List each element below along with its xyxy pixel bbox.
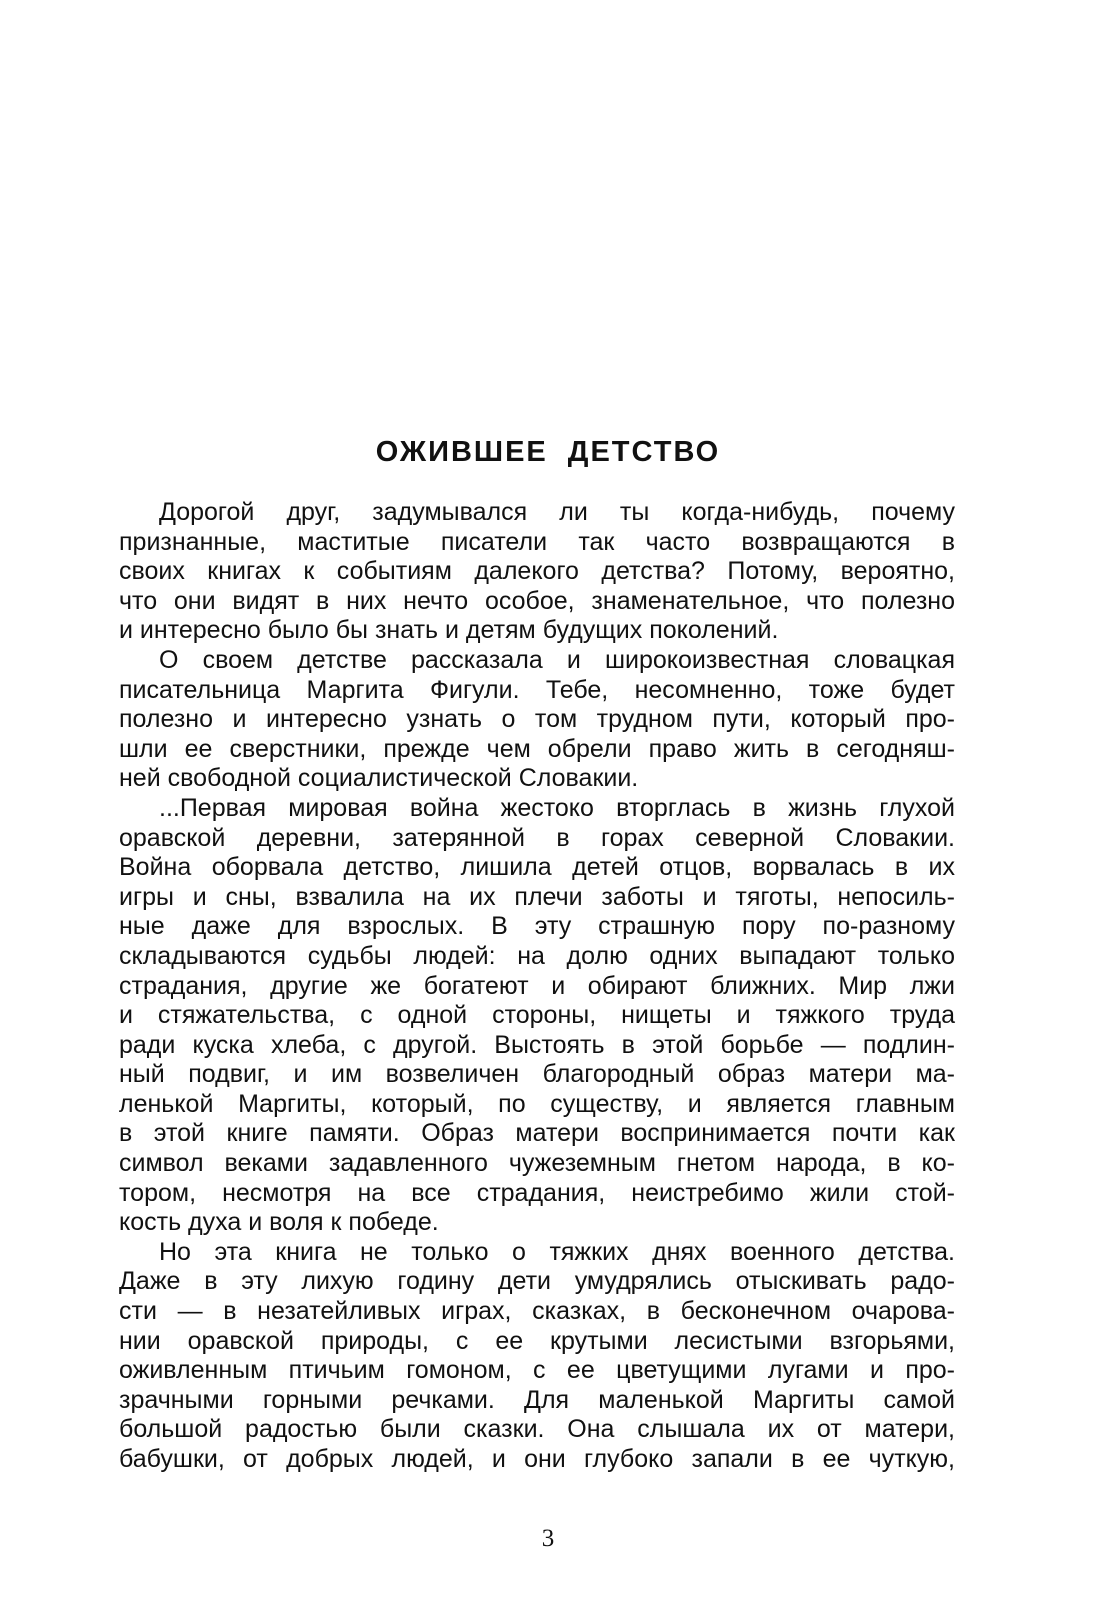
text-line: Даже в эту лихую годину дети умудрялись отыскивать радо- bbox=[119, 1267, 955, 1296]
text-line: ней свободной социалистической Словакии. bbox=[119, 764, 639, 793]
text-line: бабушки, от добрых людей, и они глубоко запали в ее чуткую, bbox=[119, 1445, 955, 1473]
text-line: писательница Маргита Фигули. Тебе, несомненно, тоже будет bbox=[119, 675, 955, 704]
text-line: ные даже для взрослых. В эту страшную пору по-разному bbox=[119, 912, 955, 941]
text-line: оравской деревни, затерянной в горах северной Словакии. bbox=[119, 823, 955, 852]
paragraph bbox=[119, 498, 955, 646]
text-line: оживленным птичьим гомоном, с ее цветущими лугами и про- bbox=[119, 1356, 955, 1385]
text-line: ный подвиг, и им возвеличен благородный образ матери ма- bbox=[119, 1060, 955, 1089]
text-line: символ веками задавленного чужеземным гнетом народа, в ко- bbox=[119, 1149, 955, 1178]
text-line: ленькой Маргиты, который, по существу, и является главным bbox=[119, 1089, 955, 1118]
paragraph bbox=[119, 794, 955, 1238]
text-line: игры и сны, взвалила на их плечи заботы и тяготы, непосиль- bbox=[119, 882, 955, 911]
text-line: что они видят в них нечто особое, знаменательное, что полезно bbox=[119, 586, 955, 615]
text-line: сти — в незатейливых играх, сказках, в бесконечном очарова- bbox=[119, 1297, 955, 1326]
text-line: шли ее сверстники, прежде чем обрели право жить в сегодняш- bbox=[119, 734, 955, 763]
page-number: 3 bbox=[541, 1525, 555, 1552]
text-line: и стяжательства, с одной стороны, нищеты и тяжкого труда bbox=[119, 1001, 955, 1030]
text-line: нии оравской природы, с ее крутыми лесистыми взгорьями, bbox=[119, 1326, 955, 1355]
text-line: тором, несмотря на все страдания, неистребимо жили стой- bbox=[119, 1178, 955, 1207]
text-line: складываются судьбы людей: на долю одних выпадают только bbox=[119, 941, 955, 970]
paragraph bbox=[119, 646, 955, 794]
text-line: Война оборвала детство, лишила детей отцов, ворвалась в их bbox=[119, 853, 955, 882]
text-line: ради куска хлеба, с другой. Выстоять в этой борьбе — подлин- bbox=[119, 1030, 955, 1059]
paragraph bbox=[119, 1238, 955, 1475]
text-line: ...Первая мировая война жестоко вторглась в жизнь глухой bbox=[159, 793, 955, 822]
body-text bbox=[119, 498, 955, 1475]
text-line: Но эта книга не только о тяжких днях военного детства. bbox=[159, 1237, 955, 1266]
text-line: страдания, другие же богатеют и обирают ближних. Мир лжи bbox=[119, 971, 955, 1000]
text-line: в этой книге памяти. Образ матери воспринимается почти как bbox=[119, 1119, 955, 1148]
text-line: полезно и интересно узнать о том трудном пути, который про- bbox=[119, 705, 955, 734]
text-line: зрачными горными речками. Для маленькой Маргиты самой bbox=[119, 1385, 955, 1414]
text-line: и интересно было бы знать и детям будущих поколений. bbox=[119, 616, 779, 645]
text-line: Дорогой друг, задумывался ли ты когда-нибудь, почему bbox=[159, 498, 955, 526]
text-line: кость духа и воля к победе. bbox=[119, 1208, 439, 1237]
text-line: признанные, маститые писатели так часто возвращаются в bbox=[119, 527, 955, 556]
chapter-title: ОЖИВШЕЕ ДЕТСТВО bbox=[375, 436, 721, 468]
text-line: О своем детстве рассказала и широкоизвестная словацкая bbox=[159, 645, 955, 674]
text-line: большой радостью были сказки. Она слышала их от матери, bbox=[119, 1415, 955, 1444]
text-line: своих книгах к событиям далекого детства? Потому, вероятно, bbox=[119, 557, 955, 586]
